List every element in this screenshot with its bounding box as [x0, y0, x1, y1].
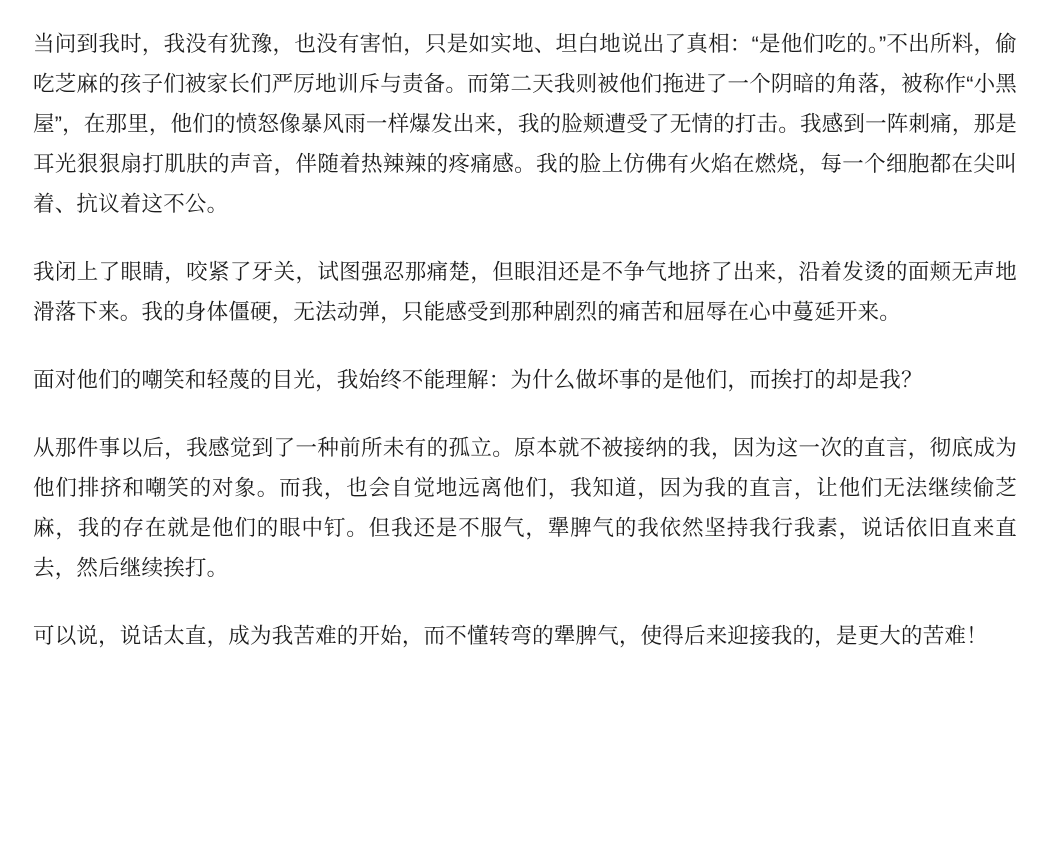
paragraph: 面对他们的嘲笑和轻蔑的目光，我始终不能理解：为什么做坏事的是他们，而挨打的却是我？	[33, 368, 923, 392]
paragraph: 从那件事以后，我感觉到了一种前所未有的孤立。原本就不被接纳的我，因为这一次的直言，彻底成为他们排挤和嘲笑的对象。而我，也会自觉地远离他们，我知道，因为我的直言，让他们无法继续偷芝麻，我的存在就是他们的眼中钉。但我还是不服气，犟脾气的我依然坚持我行我素，说话依旧直来直去，然后继续挨打。	[33, 436, 1017, 580]
paragraph: 我闭上了眼睛，咬紧了牙关，试图强忍那痛楚，但眼泪还是不争气地挤了出来，沿着发烫的面颊无声地滑落下来。我的身体僵硬，无法动弹，只能感受到那种剧烈的痛苦和屈辱在心中蔓延开来。	[33, 260, 1017, 324]
article-body	[33, 24, 1017, 656]
paragraph: 可以说，说话太直，成为我苦难的开始，而不懂转弯的犟脾气，使得后来迎接我的，是更大的苦难！	[33, 624, 988, 648]
paragraph: 当问到我时，我没有犹豫，也没有害怕，只是如实地、坦白地说出了真相：“是他们吃的。”不出所料，偷吃芝麻的孩子们被家长们严厉地训斥与责备。而第二天我则被他们拖进了一个阴暗的角落，被称作“小黑屋”，在那里，他们的愤怒像暴风雨一样爆发出来，我的脸颊遭受了无情的打击。我感到一阵刺痛，那是耳光狠狠扇打肌肤的声音，伴随着热辣辣的疼痛感。我的脸上仿佛有火焰在燃烧，每一个细胞都在尖叫着、抗议着这不公。	[33, 32, 1017, 216]
